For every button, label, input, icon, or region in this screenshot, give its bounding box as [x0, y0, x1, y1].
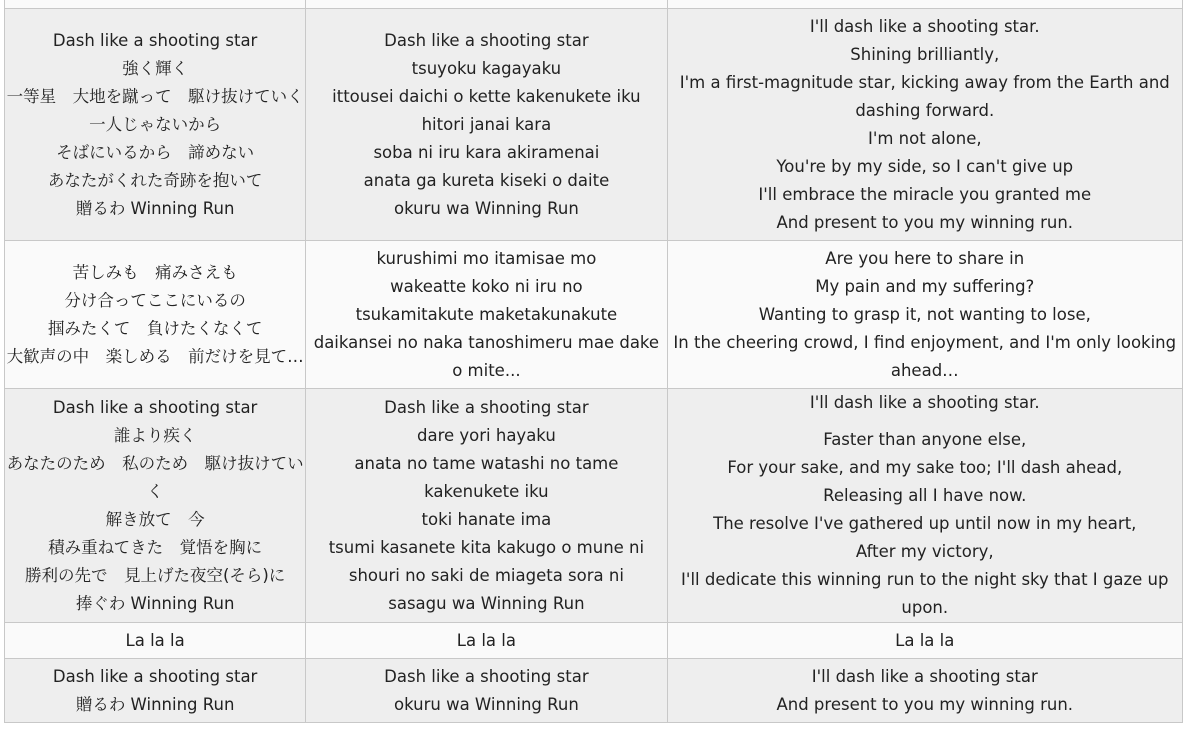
lyric-line: In the cheering crowd, I find enjoyment, and I'm only looking ahead… — [673, 332, 1177, 380]
english-translation-cell — [667, 9, 1182, 241]
lyric-line: tsumi kasanete kita kakugo o mune ni — [328, 537, 645, 557]
lyric-line: そばにいるから 諦めない — [56, 142, 255, 162]
english-translation-cell — [667, 241, 1182, 389]
lyric-line: daikansei no naka tanoshimeru mae dake o mite... — [313, 332, 660, 380]
english-translation-cell — [667, 623, 1182, 659]
english-translation-cell — [667, 389, 1182, 623]
lyric-line: okuru wa Winning Run — [394, 198, 579, 218]
lyric-line: The resolve I've gathered up until now in my heart, — [713, 514, 1137, 533]
lyric-line: あなたがくれた奇跡を抱いて — [47, 170, 263, 190]
lyric-line: sasagu wa Winning Run — [388, 593, 585, 613]
lyric-line: I'm a first-magnitude star, kicking away from the Earth and dashing forward. — [679, 72, 1170, 120]
english-translation-cell — [667, 0, 1182, 9]
japanese-lyrics-cell — [5, 0, 306, 9]
lyric-line: 積み重ねてきた 覚悟を胸に — [48, 537, 263, 557]
lyric-line: I'll dash like a shooting star. — [809, 16, 1040, 36]
lyric-line: okuru wa Winning Run — [394, 694, 579, 714]
lyric-line: 勝利の先で 見上げた夜空(そら)に — [24, 565, 286, 585]
lyric-line: anata no tame watashi no tame kakenukete iku — [354, 453, 619, 501]
lyrics-row — [5, 623, 1183, 659]
lyric-line: I'm not alone, — [867, 128, 982, 148]
lyric-line: hitori janai kara — [421, 114, 552, 134]
lyric-line: La la la — [895, 630, 955, 650]
english-translation-cell — [667, 659, 1182, 723]
lyric-line: I'll dash like a shooting star — [811, 666, 1038, 686]
lyric-line: 贈るわ Winning Run — [75, 198, 235, 218]
lyric-line: You're by my side, so I can't give up — [776, 156, 1074, 176]
lyric-line: My pain and my suffering? — [815, 276, 1035, 296]
lyric-line: After my victory, — [855, 542, 994, 561]
lyric-line: 分け合ってここにいるの — [64, 290, 246, 310]
japanese-lyrics-cell — [5, 241, 306, 389]
lyrics-table-body — [5, 0, 1183, 723]
lyric-line: shouri no saki de miageta sora ni — [348, 565, 624, 585]
romaji-lyrics-cell — [306, 0, 667, 9]
lyric-line: 誰より疾く — [113, 425, 197, 445]
lyric-line: tsuyoku kagayaku — [411, 58, 562, 78]
lyric-line: toki hanate ima — [421, 509, 552, 529]
lyric-line: I'll dash like a shooting star. — [809, 393, 1040, 412]
lyrics-table — [4, 0, 1183, 723]
lyric-line: And present to you my winning run. — [776, 694, 1074, 714]
japanese-lyrics-cell — [5, 389, 306, 623]
lyric-line: Dash like a shooting star — [52, 666, 258, 686]
lyric-line: I'll dedicate this winning run to the night sky that I gaze up upon. — [681, 570, 1169, 617]
lyric-line: Are you here to share in — [825, 248, 1025, 268]
japanese-lyrics-cell — [5, 9, 306, 241]
lyrics-row — [5, 0, 1183, 9]
lyric-line: kurushimi mo itamisae mo — [376, 248, 597, 268]
lyric-line: Dash like a shooting star — [384, 666, 589, 686]
lyric-line: 捧ぐわ Winning Run — [75, 593, 235, 613]
lyric-line: wakeatte koko ni iru no — [390, 276, 583, 296]
lyric-line: soba ni iru kara akiramenai — [373, 142, 600, 162]
lyrics-row — [5, 241, 1183, 389]
romaji-lyrics-cell — [306, 9, 667, 241]
lyric-line: Releasing all I have now. — [823, 486, 1027, 505]
lyric-line: dare yori hayaku — [416, 425, 556, 445]
lyric-line: 一人じゃないから — [89, 114, 222, 134]
lyric-line: Wanting to grasp it, not wanting to lose, — [758, 304, 1091, 324]
lyric-line: 強く輝く — [122, 58, 189, 78]
lyric-line: 贈るわ Winning Run — [75, 694, 235, 714]
lyric-line: And present to you my winning run. — [776, 212, 1074, 232]
lyric-line: La la la — [456, 630, 516, 650]
romaji-lyrics-cell — [306, 659, 667, 723]
lyrics-row — [5, 9, 1183, 241]
lyric-line: あなたのため 私のため 駆け抜けていく — [6, 453, 304, 501]
lyric-line: 一等星 大地を蹴って 駆け抜けていく — [6, 86, 304, 106]
lyric-line: Dash like a shooting star — [52, 397, 258, 417]
lyric-line: anata ga kureta kiseki o daite — [363, 170, 610, 190]
lyrics-row — [5, 659, 1183, 723]
lyric-line: 解き放て 今 — [105, 509, 205, 529]
lyric-line: 苦しみも 痛みさえも — [72, 262, 238, 282]
lyric-line: For your sake, and my sake too; I'll dash ahead, — [727, 458, 1123, 477]
lyric-line: 大歓声の中 楽しめる 前だけを見て… — [6, 346, 304, 366]
lyric-line: Shining brilliantly, — [850, 44, 1000, 64]
romaji-lyrics-cell — [306, 241, 667, 389]
lyric-line: tsukamitakute maketakunakute — [355, 304, 618, 324]
lyric-line: Dash like a shooting star — [52, 30, 258, 50]
lyric-line: I'll embrace the miracle you granted me — [758, 184, 1092, 204]
lyrics-row — [5, 389, 1183, 623]
lyric-line: Faster than anyone else, — [823, 430, 1027, 449]
japanese-lyrics-cell — [5, 659, 306, 723]
lyric-line: Dash like a shooting star — [384, 30, 589, 50]
lyric-line: ittousei daichi o kette kakenukete iku — [332, 86, 641, 106]
lyric-line: Dash like a shooting star — [384, 397, 589, 417]
lyric-line: La la la — [125, 630, 185, 650]
japanese-lyrics-cell — [5, 623, 306, 659]
romaji-lyrics-cell — [306, 389, 667, 623]
lyric-line: 掴みたくて 負けたくなくて — [47, 318, 263, 338]
romaji-lyrics-cell — [306, 623, 667, 659]
